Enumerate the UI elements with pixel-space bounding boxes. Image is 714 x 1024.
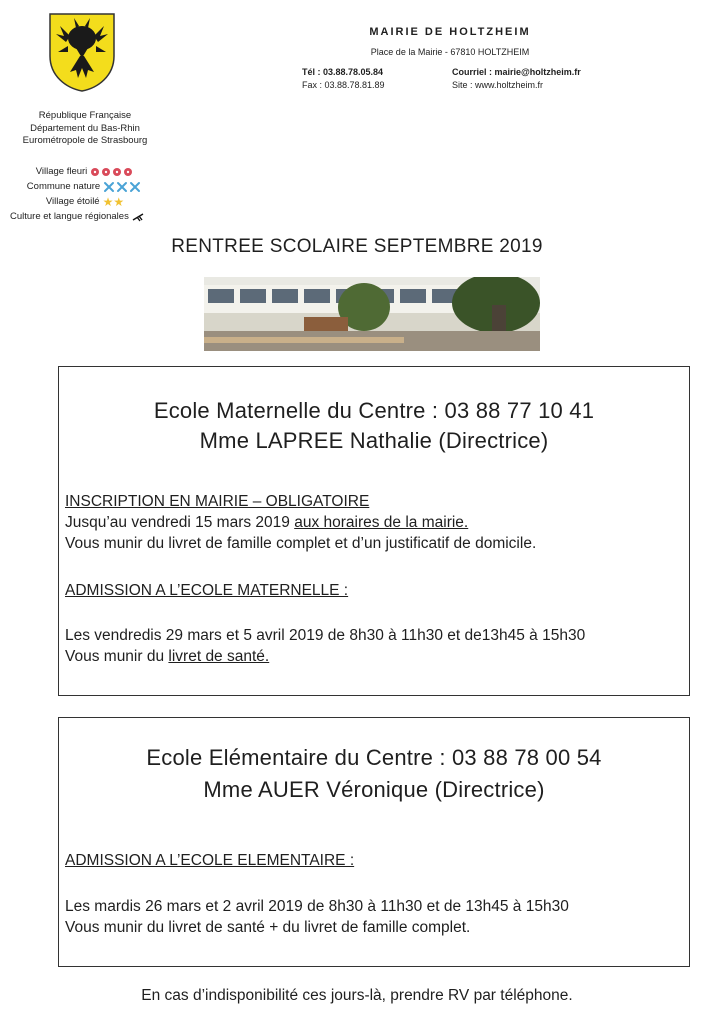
maternelle-heading: Ecole Maternelle du Centre : 03 88 77 10 41 <box>153 398 595 423</box>
stork-icon <box>132 212 144 222</box>
page-title: RENTREE SCOLAIRE SEPTEMBRE 2019 <box>171 236 543 257</box>
elementaire-section <box>58 717 690 967</box>
email-line: Courriel : mairie@holtzheim.fr <box>452 67 581 77</box>
tel-line: Tél : 03.88.78.05.84 <box>302 67 384 77</box>
republic-line: République Française <box>38 110 132 121</box>
elementaire-admission-dates: Les mardis 26 mars et 2 avril 2019 de 8h30 à 11h30 et de 13h45 à 15h30 <box>65 898 569 915</box>
quality-labels <box>0 164 170 224</box>
stars-icon: ★★ <box>102 194 125 209</box>
maternelle-admission-title: ADMISSION A L’ECOLE MATERNELLE : <box>65 582 349 599</box>
inscription-documents: Vous munir du livret de famille complet et d’un justificatif de domicile. <box>65 535 537 552</box>
flowers-icon <box>90 167 134 177</box>
administrative-info <box>0 110 170 148</box>
label-village-fleuri: Village fleuri <box>0 164 170 179</box>
maternelle-director: Mme LAPREE Nathalie (Directrice) <box>199 428 549 453</box>
website-line: Site : www.holtzheim.fr <box>452 80 544 90</box>
contact-phone-block <box>302 66 385 92</box>
maternelle-admission-dates: Les vendredis 29 mars et 5 avril 2019 de 8h30 à 11h30 et de13h45 à 15h30 <box>65 627 586 644</box>
label-commune-nature: Commune nature <box>0 179 170 194</box>
eurometropole-line: Eurométropole de Strasbourg <box>22 135 148 146</box>
maternelle-section <box>58 366 690 696</box>
mairie-address: Place de la Mairie - 67810 HOLTZHEIM <box>370 47 530 57</box>
contact-web-block <box>452 66 581 92</box>
department-line: Département du Bas-Rhin <box>30 122 140 134</box>
inscription-deadline: Jusqu’au vendredi 15 mars 2019 aux horaires de la mairie. <box>65 514 469 531</box>
elementaire-admission-documents: Vous munir du livret de santé + du livret de famille complet. <box>65 919 471 936</box>
school-building-photo <box>204 277 540 351</box>
elementaire-director: Mme AUER Véronique (Directrice) <box>203 777 545 802</box>
inscription-title: INSCRIPTION EN MAIRIE – OBLIGATOIRE <box>65 493 370 510</box>
dragonflies-icon <box>103 181 143 193</box>
maternelle-admission-documents: Vous munir du livret de santé. <box>65 648 270 665</box>
footer-note: En cas d’indisponibilité ces jours-là, prendre RV par téléphone. <box>141 987 573 1004</box>
holtzheim-crest-logo <box>48 12 116 92</box>
mairie-title: MAIRIE DE HOLTZHEIM <box>369 26 531 38</box>
label-culture-langue: Culture et langue régionales <box>0 209 170 224</box>
label-village-etoile: Village étoilé ★★ <box>45 194 125 209</box>
fax-line: Fax : 03.88.78.81.89 <box>302 80 385 90</box>
elementaire-admission-title: ADMISSION A L’ECOLE ELEMENTAIRE : <box>65 852 355 869</box>
elementaire-heading: Ecole Elémentaire du Centre : 03 88 78 00 54 <box>146 745 602 770</box>
